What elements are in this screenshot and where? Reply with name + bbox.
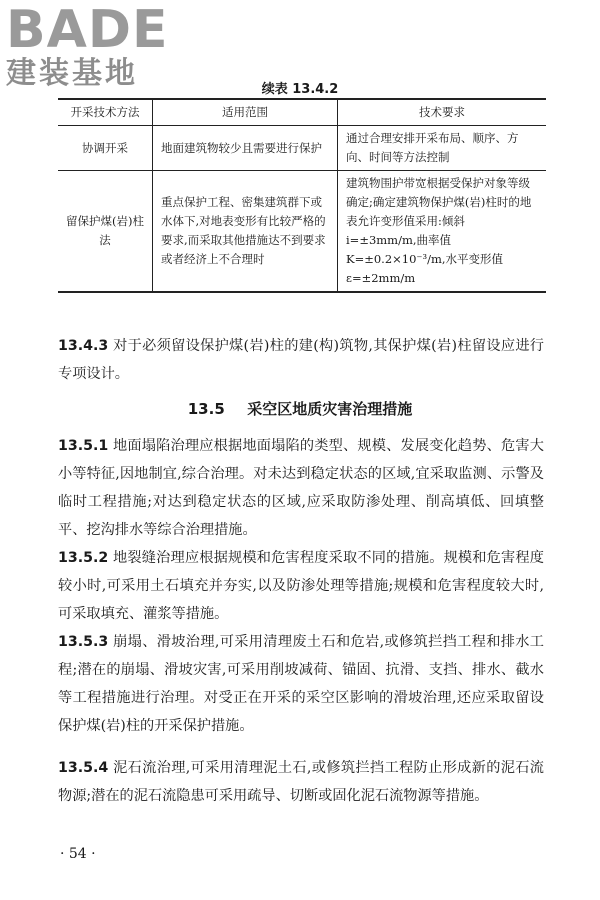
header-requirement: 技术要求: [338, 99, 547, 126]
header-method: 开采技术方法: [58, 99, 153, 126]
clause-13-5-1: [58, 432, 544, 544]
clause-number: 13.5.2: [58, 550, 109, 566]
logo-wordmark: BADE: [6, 0, 169, 60]
table-row: [58, 126, 546, 171]
clause-text: 地面塌陷治理应根据地面塌陷的类型、规模、发展变化趋势、危害大小等特征,因地制宜,综合治理。对未达到稳定状态的区域,宜采取监测、示警及临时工程措施;对达到稳定状态的区域,应采取防渗处理、削高填低、回填整平、挖沟排水等综合治理措施。: [58, 438, 544, 538]
clause-number: 13.4.3: [58, 338, 109, 354]
cell-requirement: 建筑物围护带宽根据受保护对象等级确定;确定建筑物保护煤(岩)柱时的地表允许变形值采用:倾斜 i=±3mm/m,曲率值 K=±0.2×10⁻³/m,水平变形值 ε=±2mm/m: [338, 171, 547, 293]
cell-scope: 重点保护工程、密集建筑群下或水体下,对地表变形有比较严格的要求,而采取其他措施达不到要求或者经济上不合理时: [153, 171, 338, 293]
clause-number: 13.5.3: [58, 634, 109, 650]
table-title: 续表 13.4.2: [261, 82, 339, 97]
clause-text: 崩塌、滑坡治理,可采用清理废土石和危岩,或修筑拦挡工程和排水工程;潜在的崩塌、滑坡灾害,可采用削坡减荷、锚固、抗滑、支挡、排水、截水等工程措施进行治理。对受正在开采的采空区影响的滑坡治理,还应采取留设保护煤(岩)柱的开采保护措施。: [58, 634, 544, 734]
page-number: · 54 ·: [60, 846, 96, 862]
header-scope: 适用范围: [153, 99, 338, 126]
section-title: [0, 398, 600, 419]
section-number: 13.5: [187, 400, 225, 418]
clause-text: 泥石流治理,可采用清理泥土石,或修筑拦挡工程防止形成新的泥石流物源;潜在的泥石流隐患可采用疏导、切断或固化泥石流物源等措施。: [58, 760, 544, 804]
bade-logo: [6, 2, 176, 90]
cell-scope: 地面建筑物较少且需要进行保护: [153, 126, 338, 171]
table-header-row: [58, 99, 546, 126]
clause-number: 13.5.1: [58, 438, 109, 454]
clause-text: 对于必须留设保护煤(岩)柱的建(构)筑物,其保护煤(岩)柱留设应进行专项设计。: [58, 338, 544, 382]
section-heading: 采空区地质灾害治理措施: [247, 400, 413, 418]
clause-13-4-3: [58, 332, 544, 388]
cell-requirement: 通过合理安排开采布局、顺序、方向、时间等方法控制: [338, 126, 547, 171]
clause-number: 13.5.4: [58, 760, 109, 776]
clause-13-5-2: [58, 544, 544, 628]
clause-13-5-3: [58, 628, 544, 740]
mining-method-table: [58, 98, 546, 293]
cell-method: 留保护煤(岩)柱法: [58, 171, 153, 293]
clause-text: 地裂缝治理应根据规模和危害程度采取不同的措施。规模和危害程度较小时,可采用土石填充并夯实,以及防渗处理等措施;规模和危害程度较大时,可采取填充、灌浆等措施。: [58, 550, 544, 622]
logo-subtitle: 建装基地: [6, 56, 138, 91]
table-row: [58, 171, 546, 293]
cell-method: 协调开采: [58, 126, 153, 171]
clause-13-5-4: [58, 754, 544, 810]
